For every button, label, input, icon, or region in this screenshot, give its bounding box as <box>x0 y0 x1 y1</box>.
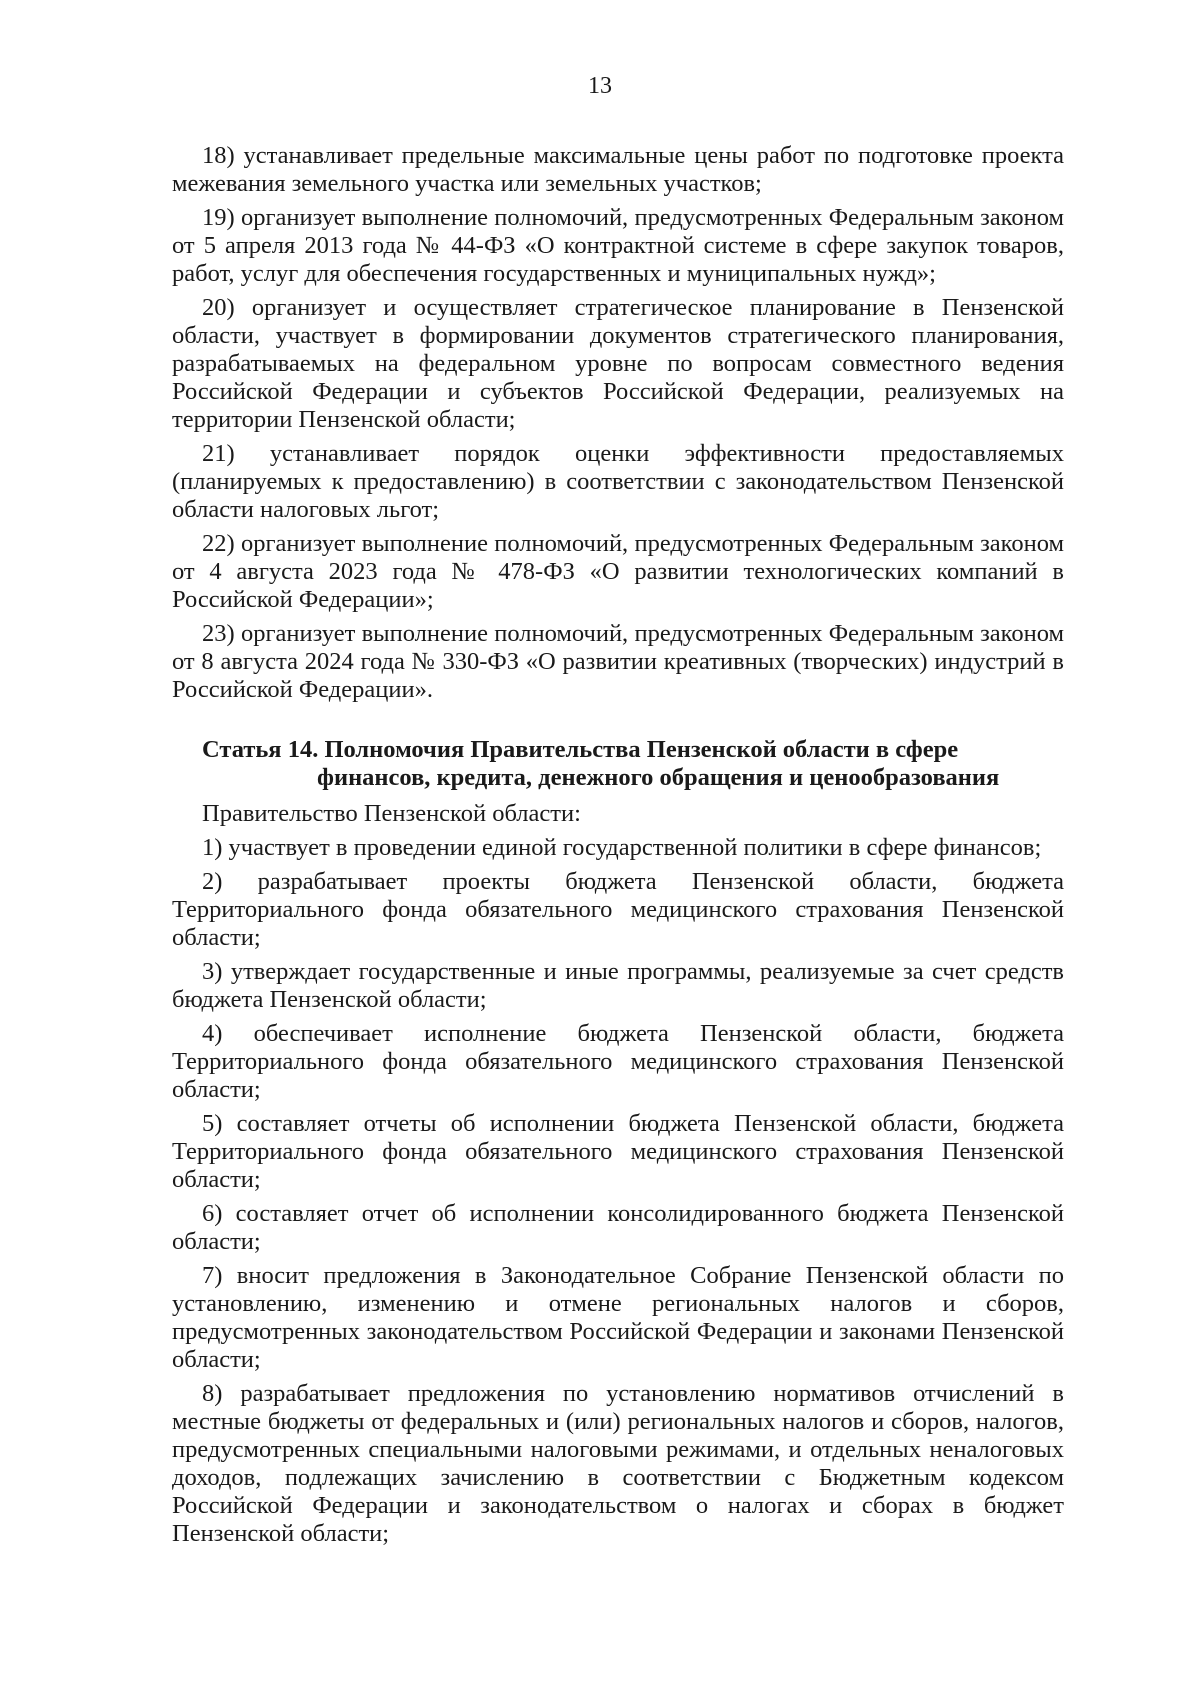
article-heading-line-1: Статья 14. Полномочия Правительства Пензенской области в сфере <box>202 736 959 763</box>
paragraph-item-21: 21) устанавливает порядок оценки эффективности предоставляемых (планируемых к предоставлению) в соответствии с законодательством Пензенской области налоговых льгот; <box>172 440 1064 523</box>
article-item-3: 3) утверждает государственные и иные программы, реализуемые за счет средств бюджета Пензенской области; <box>172 958 1064 1013</box>
page-number: 13 <box>588 73 612 99</box>
document-body <box>172 142 1064 1554</box>
article-item-4: 4) обеспечивает исполнение бюджета Пензенской области, бюджета Территориального фонда обязательного медицинского страхования Пензенской области; <box>172 1020 1064 1103</box>
article-item-2: 2) разрабатывает проекты бюджета Пензенской области, бюджета Территориального фонда обязательного медицинского страхования Пензенской области; <box>172 868 1064 951</box>
paragraph-item-18: 18) устанавливает предельные максимальные цены работ по подготовке проекта межевания земельного участка или земельных участков; <box>172 142 1064 197</box>
article-heading <box>172 736 1064 792</box>
article-intro: Правительство Пензенской области: <box>202 800 581 827</box>
article-item-6: 6) составляет отчет об исполнении консолидированного бюджета Пензенской области; <box>172 1200 1064 1255</box>
article-item-8: 8) разрабатывает предложения по установлению нормативов отчислений в местные бюджеты от федеральных и (или) региональных налогов и сборов, налогов, предусмотренных специальными налоговыми режимами, и отдельных неналоговых доходов, подлежащих зачислению в соответствии с Бюджетным кодексом Российской Федерации и законодательством о налогах и сборах в бюджет Пензенской области; <box>172 1380 1064 1547</box>
article-heading-line-2: финансов, кредита, денежного обращения и ценообразования <box>317 764 1000 791</box>
article-item-5: 5) составляет отчеты об исполнении бюджета Пензенской области, бюджета Территориального фонда обязательного медицинского страхования Пензенской области; <box>172 1110 1064 1193</box>
article-item-7: 7) вносит предложения в Законодательное Собрание Пензенской области по установлению, изменению и отмене региональных налогов и сборов, предусмотренных законодательством Российской Федерации и законами Пензенской области; <box>172 1262 1064 1373</box>
paragraph-item-23: 23) организует выполнение полномочий, предусмотренных Федеральным законом от 8 августа 2024 года № 330-ФЗ «О развитии креативных (творческих) индустрий в Российской Федерации». <box>172 620 1064 703</box>
paragraph-item-19: 19) организует выполнение полномочий, предусмотренных Федеральным законом от 5 апреля 2013 года № 44-ФЗ «О контрактной системе в сфере закупок товаров, работ, услуг для обеспечения государственных и муниципальных нужд»; <box>172 204 1064 287</box>
article-item-1: 1) участвует в проведении единой государственной политики в сфере финансов; <box>202 834 1042 861</box>
paragraph-item-22: 22) организует выполнение полномочий, предусмотренных Федеральным законом от 4 августа 2023 года № 478-ФЗ «О развитии технологических компаний в Российской Федерации»; <box>172 530 1064 613</box>
paragraph-item-20: 20) организует и осуществляет стратегическое планирование в Пензенской области, участвует в формировании документов стратегического планирования, разрабатываемых на федеральном уровне по вопросам совместного ведения Российской Федерации и субъектов Российской Федерации, реализуемых на территории Пензенской области; <box>172 294 1064 433</box>
